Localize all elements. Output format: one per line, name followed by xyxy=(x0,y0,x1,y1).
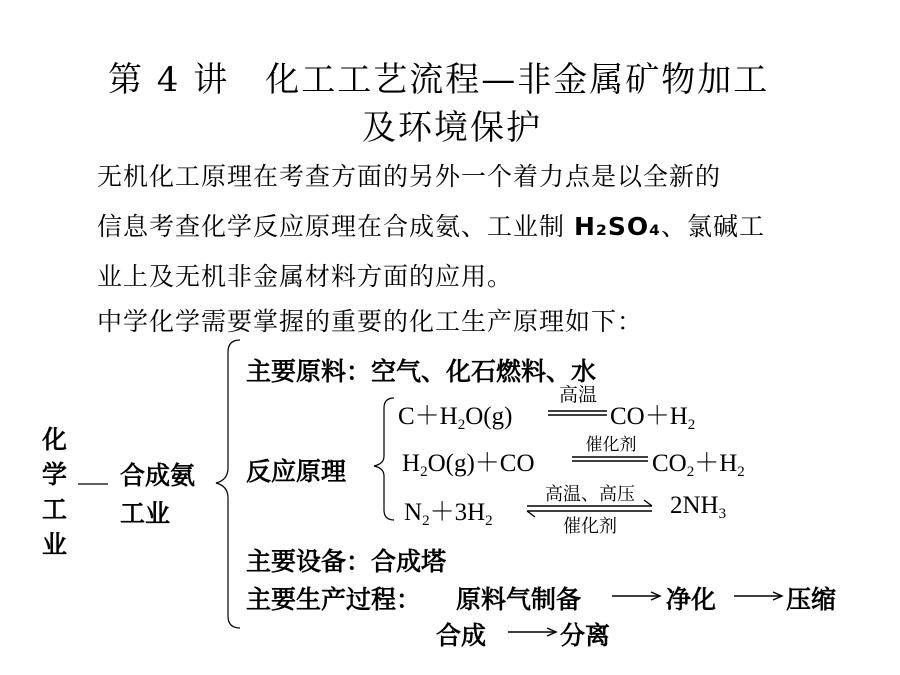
process-step-3: 压缩 xyxy=(786,585,837,614)
main-brace xyxy=(216,340,240,628)
process-step-1: 原料气制备 xyxy=(456,585,582,614)
equipment: 主要设备：合成塔 xyxy=(246,547,447,576)
eq2-condition: 催化剂 xyxy=(585,435,637,455)
branch-label-line2: 工业 xyxy=(120,499,171,528)
intro-line-2-tail: 、氯碱工 xyxy=(661,212,766,241)
process-step-4: 合成 xyxy=(436,621,487,650)
eq2-left: $H_2O(g)+CO$ xyxy=(402,450,535,480)
process-step-5: 分离 xyxy=(560,621,611,650)
process-step-2: 净化 xyxy=(666,585,717,614)
eq3-condition-bottom: 催化剂 xyxy=(563,516,617,537)
intro-line-2-text: 信息考查化学反应原理在合成氨、工业制 xyxy=(97,212,574,241)
eq2-right: $CO_2+H_2$ xyxy=(652,450,745,480)
process-label: 主要生产过程： xyxy=(246,585,422,614)
intro-line-4: 中学化学需要掌握的重要的化工生产原理如下： xyxy=(97,307,644,336)
root-char-1: 化 xyxy=(42,425,68,454)
intro-line-3: 业上及无机非金属材料方面的应用。 xyxy=(97,262,514,291)
h2so4-formula: H₂SO₄ xyxy=(573,212,662,241)
eq1-condition: 高温 xyxy=(558,384,597,406)
eq3-right: $2NH_3$ xyxy=(670,492,727,522)
eq1-right: $CO+H_2$ xyxy=(610,403,696,433)
page-title-line2: 及环境保护 xyxy=(362,108,542,148)
root-char-3: 工 xyxy=(42,495,68,524)
branch-label-line1: 合成氨 xyxy=(120,461,196,490)
intro-line-1: 无机化工原理在考查方面的另外一个着力点是以全新的 xyxy=(97,162,722,191)
eq1-left: $C+H_2O(g)$ xyxy=(398,403,513,433)
reaction-label: 反应原理 xyxy=(246,457,347,486)
page-title-line1: 第 4 讲 化工工艺流程—非金属矿物加工 xyxy=(108,60,770,100)
raw-materials: 主要原料：空气、化石燃料、水 xyxy=(246,357,597,386)
reaction-brace xyxy=(374,398,394,520)
eq3-condition-top: 高温、高压 xyxy=(545,484,635,505)
root-char-2: 学 xyxy=(42,460,68,489)
eq3-left: $N_2+3H_2$ xyxy=(404,499,493,529)
root-char-4: 业 xyxy=(42,530,68,559)
